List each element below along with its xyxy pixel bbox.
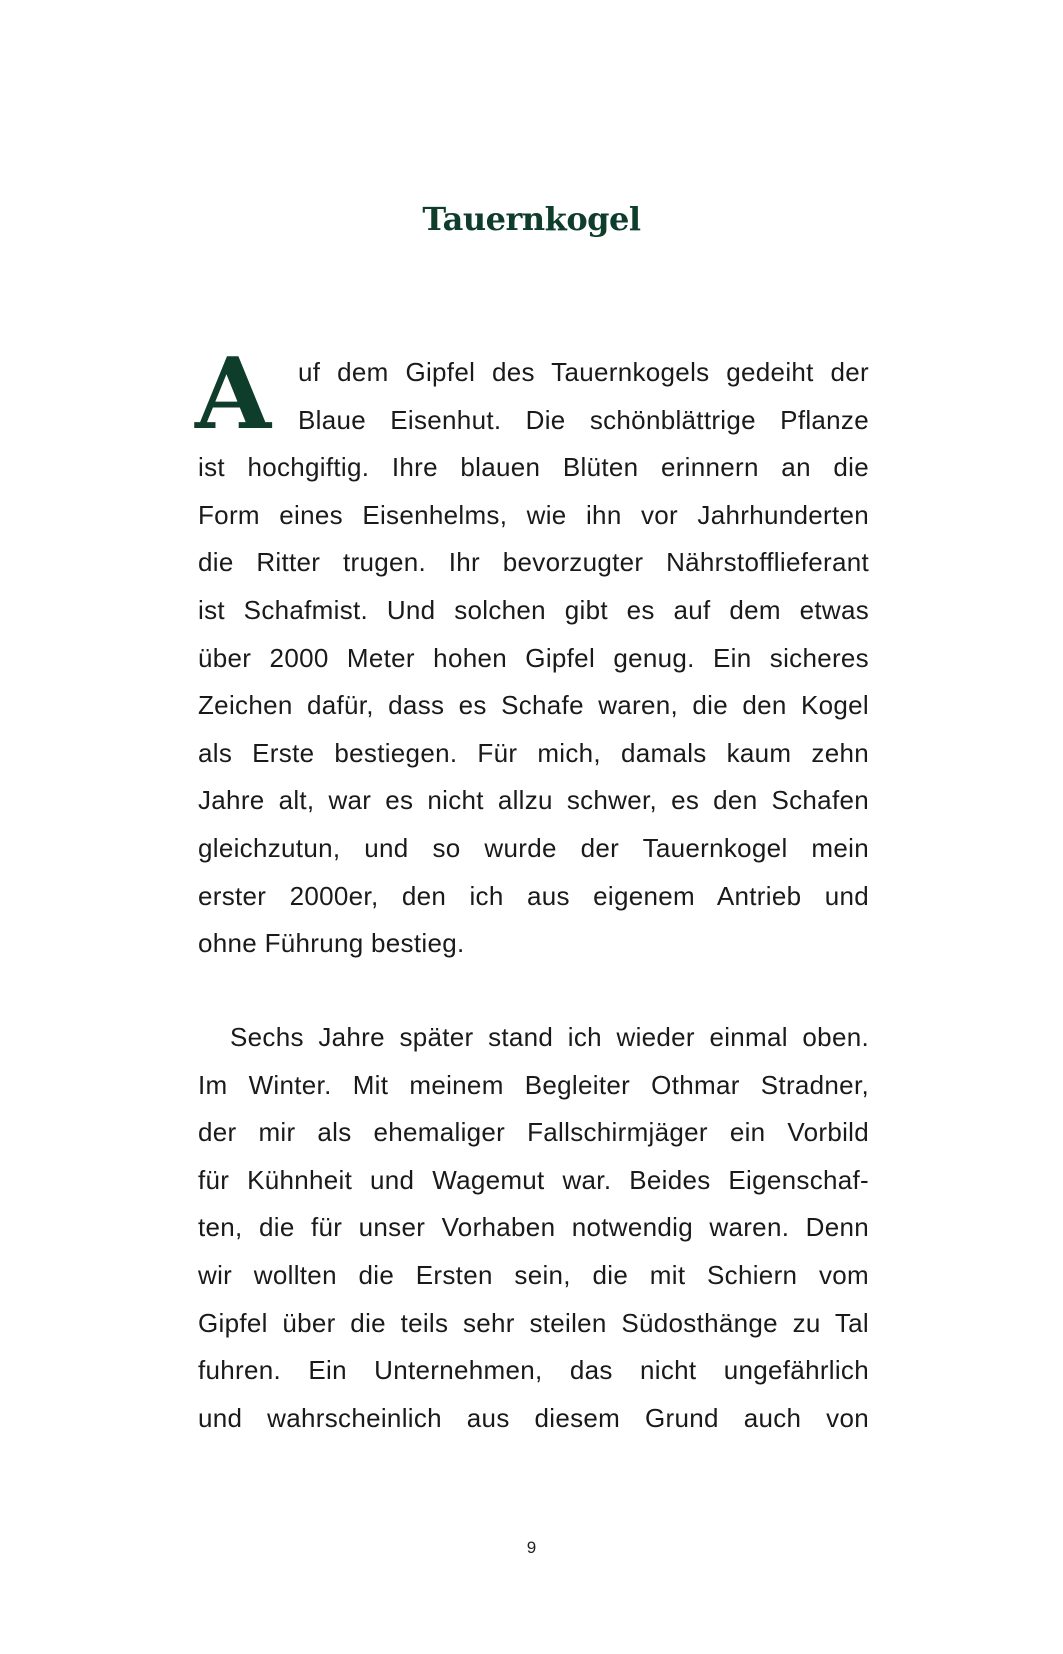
text-line: uf dem Gipfel des Tauernkogels gedeiht der (298, 357, 869, 387)
text-line: Zeichen dafür, dass es Schafe waren, die den Kogel (198, 690, 869, 721)
text-line: der mir als ehemaliger Fallschirmjäger ein Vorbild (198, 1117, 869, 1148)
page-number: 9 (526, 1538, 537, 1557)
text-line: ist hochgiftig. Ihre blauen Blüten erinnern an die (198, 452, 869, 483)
text-line: die Ritter trugen. Ihr bevorzugter Nährstofflieferant (198, 547, 869, 578)
text-line: wir wollten die Ersten sein, die mit Schiern vom (198, 1259, 869, 1290)
text-line: gleichzutun, und so wurde der Tauernkogel mein (198, 832, 869, 863)
text-line: Blaue Eisenhut. Die schönblättrige Pflanze (298, 404, 869, 435)
paragraph-1 (198, 349, 869, 968)
text-line: Sechs Jahre später stand ich wieder einmal oben. (230, 1022, 869, 1052)
text-line: Jahre alt, war es nicht allzu schwer, es den Schafen (198, 785, 869, 816)
paragraph-2 (198, 1014, 869, 1442)
text-line: Form eines Eisenhelms, wie ihn vor Jahrhunderten (198, 499, 869, 530)
text-line: Im Winter. Mit meinem Begleiter Othmar Stradner, (198, 1069, 869, 1100)
drop-cap: A (195, 337, 272, 452)
text-line: Gipfel über die teils sehr steilen Südosthänge zu Tal (198, 1307, 869, 1338)
text-line: ist Schafmist. Und solchen gibt es auf dem etwas (198, 594, 869, 625)
text-line: und wahrscheinlich aus diesem Grund auch von (198, 1402, 869, 1433)
text-line: als Erste bestiegen. Für mich, damals kaum zehn (198, 737, 869, 768)
chapter-title: Tauernkogel (422, 200, 641, 238)
text-line: ohne Führung bestieg. (198, 928, 465, 959)
text-line: für Kühnheit und Wagemut war. Beides Eigenschaf- (198, 1164, 869, 1195)
text-line: ten, die für unser Vorhaben notwendig waren. Denn (198, 1212, 869, 1243)
text-line: erster 2000er, den ich aus eigenem Antrieb und (198, 880, 869, 911)
text-line: fuhren. Ein Unternehmen, das nicht ungefährlich (198, 1355, 869, 1386)
text-line: über 2000 Meter hohen Gipfel genug. Ein sicheres (198, 642, 869, 673)
